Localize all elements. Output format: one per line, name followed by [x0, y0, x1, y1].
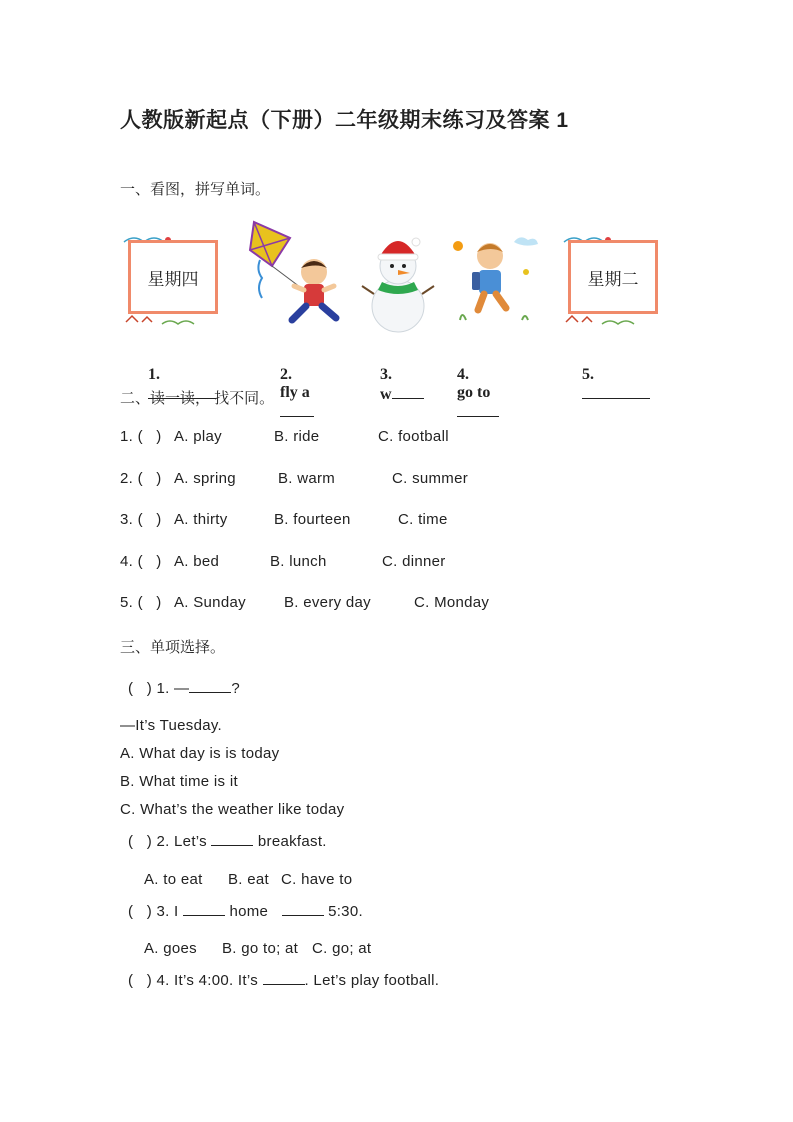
snowman-picture	[358, 220, 438, 338]
option-b: B. eat	[228, 871, 269, 888]
weekday-card-5	[562, 232, 666, 328]
question-row-1	[120, 428, 540, 448]
option-b: B. every day	[284, 594, 371, 611]
caption-number: 5.	[582, 366, 594, 383]
option-b: B. go to; at	[222, 940, 299, 957]
option-c: C. summer	[392, 470, 469, 487]
question-row-4	[120, 553, 540, 573]
question-stem-end: breakfast.	[257, 833, 327, 850]
caption-number: 2.	[280, 366, 292, 383]
question-stem: ( ) 2. Let’s	[128, 833, 207, 850]
caption-number: 4.	[457, 366, 469, 383]
answer-blank	[282, 901, 324, 916]
option-b: B. warm	[278, 470, 336, 487]
question-stem-end: 5:30.	[328, 903, 363, 920]
answer-blank	[211, 831, 253, 846]
question-row-3	[120, 511, 540, 531]
question-row-2	[120, 470, 540, 490]
dialog-answer: —It’s Tuesday.	[120, 717, 223, 734]
question-stem: ( ) 4. It’s 4:00. It’s	[128, 972, 259, 989]
caption-4	[449, 348, 499, 422]
caption-number: 3.	[380, 366, 392, 383]
answer-blank	[183, 901, 225, 916]
boy-walking-to-school-picture	[452, 220, 544, 338]
boy-with-kite-picture	[244, 220, 344, 338]
option-c: C. football	[378, 428, 449, 445]
question-number: 3. ( )	[120, 511, 162, 528]
caption-text: go to	[457, 384, 491, 401]
question-number: 4. ( )	[120, 553, 162, 570]
weekday-card-1	[122, 232, 226, 328]
question-stem: ( ) 3. I	[128, 903, 179, 920]
option-c: C. have to	[281, 871, 353, 888]
question-row-5	[120, 594, 540, 614]
page-title: 人教版新起点（下册）二年级期末练习及答案 1	[120, 109, 569, 132]
option-c: C. What’s the weather like today	[120, 801, 345, 818]
caption-2	[272, 348, 314, 422]
question-number: 5. ( )	[120, 594, 162, 611]
option-a: A. play	[174, 428, 222, 445]
section1-heading: 一、看图，拼写单词。	[120, 181, 271, 198]
option-a: A. bed	[174, 553, 220, 570]
answer-blank	[582, 384, 650, 399]
option-a: A. spring	[174, 470, 236, 487]
question-stem-mid: home	[229, 903, 269, 920]
card-text: 星期二	[568, 240, 658, 314]
section2-heading: 二、读一读， 找不同。	[120, 390, 275, 407]
section3-heading: 三、单项选择。	[120, 639, 226, 656]
option-b: B. fourteen	[274, 511, 351, 528]
answer-blank	[392, 384, 424, 399]
caption-text: fly a	[280, 384, 310, 401]
mc-question-2	[128, 831, 327, 850]
option-a: A. Sunday	[174, 594, 246, 611]
caption-text: w	[380, 386, 392, 403]
mc-question-3	[128, 901, 363, 920]
mc-options-2	[144, 871, 404, 891]
answer-blank	[280, 402, 314, 417]
card-text: 星期四	[128, 240, 218, 314]
mc-question-4	[128, 970, 439, 989]
answer-blank	[263, 970, 305, 985]
option-c: C. Monday	[414, 594, 490, 611]
question-number: 2. ( )	[120, 470, 162, 487]
question-stem: ( ) 1. —	[128, 680, 190, 697]
answer-blank	[189, 678, 231, 693]
option-b: B. What time is it	[120, 773, 238, 790]
option-a: A. What day is is today	[120, 745, 280, 762]
question-stem-end: ?	[231, 680, 240, 697]
caption-3	[372, 348, 424, 404]
mc-options-3	[144, 940, 404, 960]
answer-blank	[457, 402, 499, 417]
option-c: C. go; at	[312, 940, 372, 957]
option-a: A. to eat	[144, 871, 203, 888]
option-b: B. lunch	[270, 553, 327, 570]
option-a: A. goes	[144, 940, 197, 957]
option-c: C. time	[398, 511, 448, 528]
question-number: 1. ( )	[120, 428, 162, 445]
caption-number: 1.	[148, 366, 160, 383]
option-b: B. ride	[274, 428, 320, 445]
option-c: C. dinner	[382, 553, 446, 570]
mc-question-1	[128, 678, 240, 697]
caption-5	[574, 348, 650, 404]
option-a: A. thirty	[174, 511, 228, 528]
question-stem-end: . Let’s play football.	[304, 972, 440, 989]
